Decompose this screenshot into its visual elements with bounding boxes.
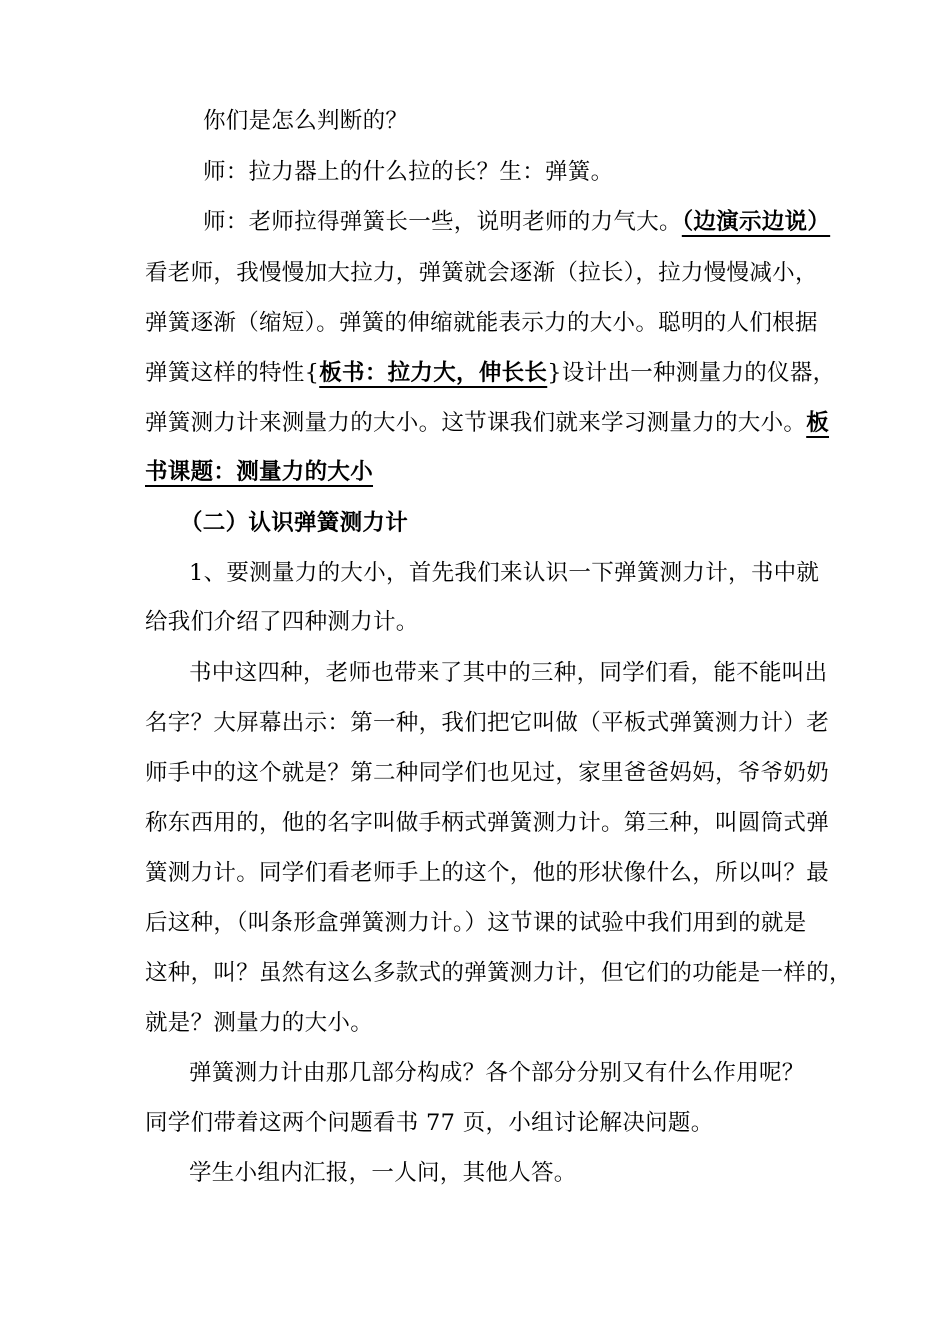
paragraph-line	[145, 958, 852, 988]
paragraph-line	[145, 858, 829, 888]
paragraph-line	[189, 558, 819, 588]
paragraph-line	[145, 358, 835, 388]
paragraph-line	[145, 1008, 373, 1038]
text: 簧测力计。同学们看老师手上的这个，他的形状像什么，所以叫？最	[145, 860, 830, 886]
text: 同学们带着这两个问题看书 77 页，小组讨论解决问题。	[145, 1110, 714, 1136]
paragraph-line	[145, 258, 818, 288]
text: 就是？测量力的大小。	[145, 1010, 374, 1036]
heading-text: （二）认识弹簧测力计	[180, 510, 409, 536]
text: 给我们介绍了四种测力计。	[145, 609, 419, 635]
text: 称东西用的，他的名字叫做手柄式弹簧测力计。第三种，叫圆筒式弹	[145, 810, 830, 836]
paragraph-line	[145, 408, 829, 438]
text: 看老师，我慢慢加大拉力，弹簧就会逐渐（拉长），拉力慢慢减小，	[145, 260, 818, 286]
board-note: 板书：拉力大，伸长长	[319, 360, 548, 386]
paragraph-line	[145, 908, 807, 938]
text: 书中这四种，老师也带来了其中的三种，同学们看，能不能叫出	[189, 660, 828, 686]
paragraph-line	[189, 1058, 805, 1088]
paragraph-line	[203, 207, 830, 237]
text: 学生小组内汇报，一人问，其他人答。	[189, 1160, 577, 1186]
paragraph-line	[145, 708, 829, 738]
text: 1、要测量力的大小，首先我们来认识一下弹簧测力计，书中就	[189, 560, 820, 586]
text: }设计出一种测量力的仪器，	[547, 360, 836, 386]
paragraph-line	[203, 106, 408, 136]
paragraph-line	[145, 308, 818, 338]
section-heading	[180, 508, 408, 538]
board-note: 板	[806, 410, 830, 436]
text: 师：拉力器上的什么拉的长？生：弹簧。	[203, 159, 614, 185]
text: 这种，叫？虽然有这么多款式的弹簧测力计，但它们的功能是一样的，	[145, 960, 852, 986]
text: 弹簧测力计来测量力的大小。这节课我们就来学习测量力的大小。	[145, 410, 807, 436]
text: 弹簧测力计由那几部分构成？各个部分分别又有什么作用呢？	[189, 1060, 805, 1086]
paragraph-line	[203, 157, 613, 187]
paragraph-line	[189, 1158, 577, 1188]
text: 你们是怎么判断的？	[203, 108, 409, 134]
paragraph-line	[145, 457, 373, 487]
board-note: （边演示边说）	[681, 209, 831, 235]
text: 后这种，（叫条形盒弹簧测力计。）这节课的试验中我们用到的就是	[145, 910, 807, 936]
paragraph-line	[189, 658, 827, 688]
board-note: 书课题：测量力的大小	[145, 459, 374, 485]
text: 名字？大屏幕出示：第一种，我们把它叫做（平板式弹簧测力计）老	[145, 710, 830, 736]
text: 师：老师拉得弹簧长一些，说明老师的力气大。	[203, 209, 682, 235]
text: 弹簧逐渐（缩短）。弹簧的伸缩就能表示力的大小。聪明的人们根据	[145, 310, 818, 336]
paragraph-line	[145, 808, 829, 838]
text: 师手中的这个就是？第二种同学们也见过，家里爸爸妈妈，爷爷奶奶	[145, 760, 830, 786]
paragraph-line	[145, 607, 419, 637]
paragraph-line	[145, 758, 829, 788]
text: 弹簧这样的特性{	[145, 360, 320, 386]
paragraph-line	[145, 1108, 714, 1138]
